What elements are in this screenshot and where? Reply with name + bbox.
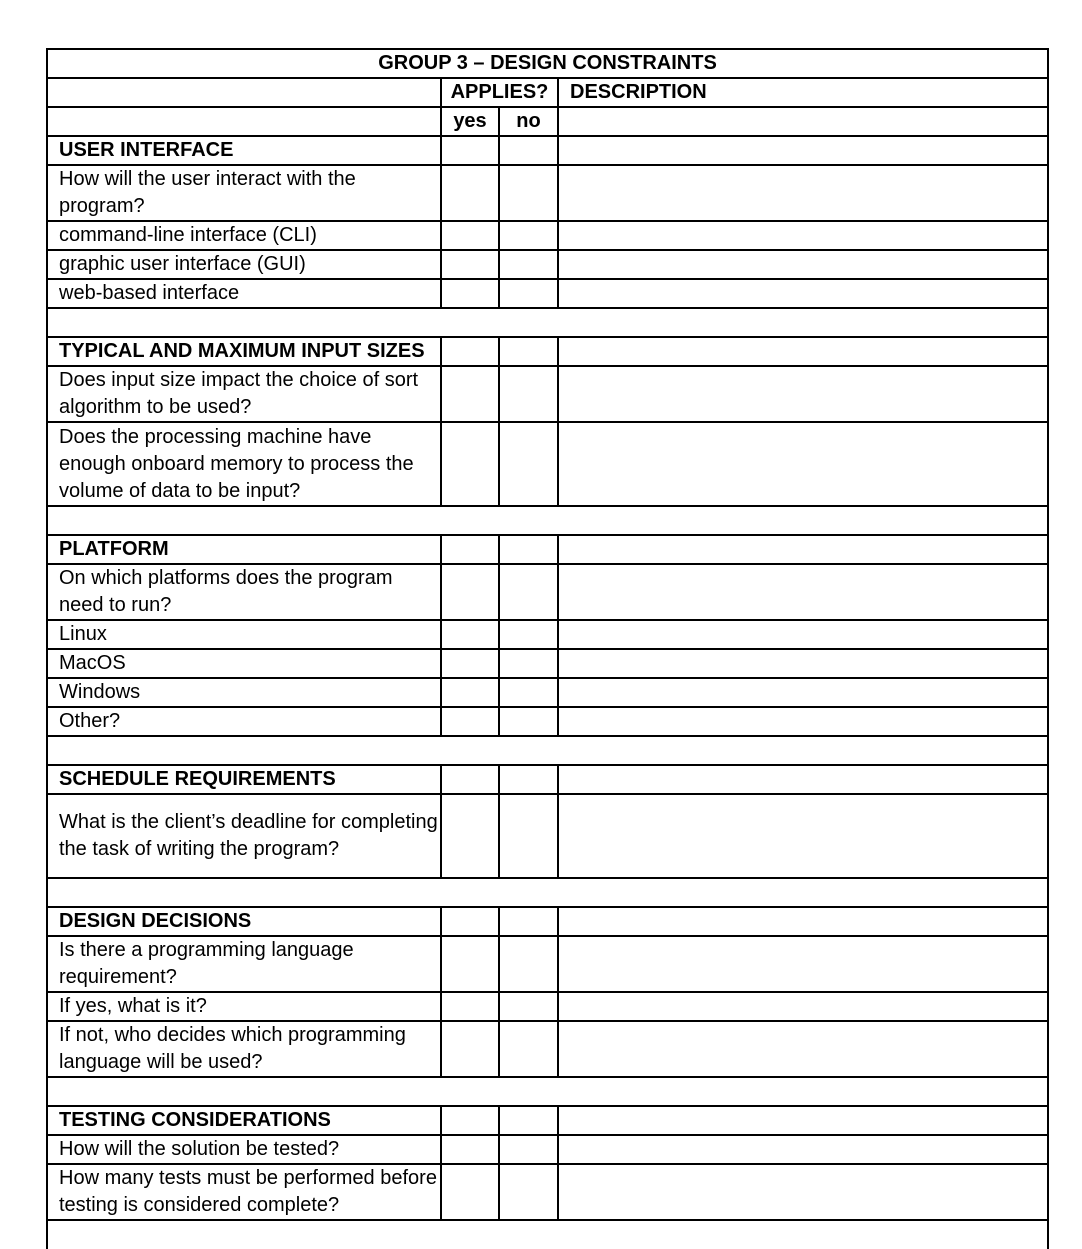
no-cell[interactable] — [499, 620, 558, 649]
description-cell[interactable] — [558, 221, 1048, 250]
question-row — [47, 165, 1048, 221]
description-cell[interactable] — [558, 992, 1048, 1021]
yes-cell[interactable] — [441, 907, 499, 936]
yes-cell[interactable] — [441, 1164, 499, 1220]
description-cell[interactable] — [558, 1135, 1048, 1164]
no-cell[interactable] — [499, 279, 558, 308]
description-cell[interactable] — [558, 936, 1048, 992]
no-cell[interactable] — [499, 794, 558, 878]
no-cell[interactable] — [499, 765, 558, 794]
section-heading-row — [47, 907, 1048, 936]
no-cell[interactable] — [499, 1021, 558, 1077]
description-cell[interactable] — [558, 678, 1048, 707]
yes-cell[interactable] — [441, 936, 499, 992]
design-constraints-table — [46, 48, 1049, 1249]
yes-no-header-row — [47, 107, 1048, 136]
yes-cell[interactable] — [441, 765, 499, 794]
question-row — [47, 250, 1048, 279]
no-cell[interactable] — [499, 1164, 558, 1220]
column-header-row — [47, 78, 1048, 107]
question-text: web-based interface — [47, 279, 441, 308]
title-row — [47, 49, 1048, 78]
question-text: Linux — [47, 620, 441, 649]
header-blank-cell — [47, 107, 441, 136]
spacer-row — [47, 308, 1048, 337]
question-row — [47, 678, 1048, 707]
yes-cell[interactable] — [441, 620, 499, 649]
table-body — [47, 49, 1048, 1249]
question-row — [47, 366, 1048, 422]
no-cell[interactable] — [499, 535, 558, 564]
no-cell[interactable] — [499, 678, 558, 707]
table-title: GROUP 3 – DESIGN CONSTRAINTS — [47, 49, 1048, 78]
header-blank-cell — [558, 107, 1048, 136]
question-row — [47, 992, 1048, 1021]
question-row — [47, 1164, 1048, 1220]
yes-cell[interactable] — [441, 564, 499, 620]
question-text: How will the solution be tested? — [47, 1135, 441, 1164]
section-heading-row — [47, 136, 1048, 165]
question-text: How many tests must be performed before testing is considered complete? — [47, 1164, 441, 1220]
description-cell[interactable] — [558, 366, 1048, 422]
yes-header: yes — [441, 107, 499, 136]
no-cell[interactable] — [499, 337, 558, 366]
spacer-row — [47, 878, 1048, 907]
description-cell[interactable] — [558, 707, 1048, 736]
description-cell[interactable] — [558, 422, 1048, 506]
question-row — [47, 794, 1048, 878]
question-row — [47, 936, 1048, 992]
yes-cell[interactable] — [441, 366, 499, 422]
no-cell[interactable] — [499, 221, 558, 250]
description-cell[interactable] — [558, 279, 1048, 308]
section-heading-row — [47, 535, 1048, 564]
question-row — [47, 1135, 1048, 1164]
question-text: If yes, what is it? — [47, 992, 441, 1021]
spacer-cell — [47, 736, 1048, 765]
no-cell[interactable] — [499, 250, 558, 279]
spacer-cell — [47, 1220, 1048, 1249]
spacer-row-cut — [47, 1220, 1048, 1249]
question-text: MacOS — [47, 649, 441, 678]
section-heading-testing: TESTING CONSIDERATIONS — [47, 1106, 441, 1135]
question-text: Windows — [47, 678, 441, 707]
no-cell[interactable] — [499, 366, 558, 422]
no-cell[interactable] — [499, 422, 558, 506]
no-cell[interactable] — [499, 649, 558, 678]
section-heading-row — [47, 337, 1048, 366]
question-text: command-line interface (CLI) — [47, 221, 441, 250]
section-heading-user-interface: USER INTERFACE — [47, 136, 441, 165]
spacer-row — [47, 1077, 1048, 1106]
no-cell[interactable] — [499, 1106, 558, 1135]
description-cell[interactable] — [558, 1164, 1048, 1220]
question-text: Does input size impact the choice of sort algorithm to be used? — [47, 366, 441, 422]
no-cell[interactable] — [499, 936, 558, 992]
question-text: graphic user interface (GUI) — [47, 250, 441, 279]
yes-cell[interactable] — [441, 250, 499, 279]
question-text: Does the processing machine have enough onboard memory to process the volume of data to be input? — [47, 422, 441, 506]
yes-cell[interactable] — [441, 794, 499, 878]
question-row — [47, 649, 1048, 678]
no-cell[interactable] — [499, 564, 558, 620]
description-cell[interactable] — [558, 649, 1048, 678]
header-blank-cell — [47, 78, 441, 107]
description-header: DESCRIPTION — [558, 78, 1048, 107]
question-row — [47, 221, 1048, 250]
question-text: Is there a programming language requirement? — [47, 936, 441, 992]
no-cell[interactable] — [499, 165, 558, 221]
yes-cell[interactable] — [441, 221, 499, 250]
description-cell[interactable] — [558, 535, 1048, 564]
yes-cell[interactable] — [441, 136, 499, 165]
section-heading-schedule: SCHEDULE REQUIREMENTS — [47, 765, 441, 794]
yes-cell[interactable] — [441, 165, 499, 221]
description-cell[interactable] — [558, 765, 1048, 794]
question-text: Other? — [47, 707, 441, 736]
question-row — [47, 1021, 1048, 1077]
question-row — [47, 422, 1048, 506]
description-cell[interactable] — [558, 907, 1048, 936]
description-cell[interactable] — [558, 165, 1048, 221]
description-cell[interactable] — [558, 1021, 1048, 1077]
description-cell[interactable] — [558, 564, 1048, 620]
applies-header: APPLIES? — [441, 78, 558, 107]
yes-cell[interactable] — [441, 422, 499, 506]
description-cell[interactable] — [558, 620, 1048, 649]
yes-cell[interactable] — [441, 1021, 499, 1077]
no-cell[interactable] — [499, 907, 558, 936]
description-cell[interactable] — [558, 136, 1048, 165]
yes-cell[interactable] — [441, 1135, 499, 1164]
yes-cell[interactable] — [441, 337, 499, 366]
no-header: no — [499, 107, 558, 136]
no-cell[interactable] — [499, 136, 558, 165]
spacer-cell — [47, 878, 1048, 907]
question-row — [47, 279, 1048, 308]
yes-cell[interactable] — [441, 535, 499, 564]
question-row — [47, 707, 1048, 736]
spacer-row — [47, 506, 1048, 535]
spacer-row — [47, 736, 1048, 765]
yes-cell[interactable] — [441, 992, 499, 1021]
description-cell[interactable] — [558, 250, 1048, 279]
no-cell[interactable] — [499, 992, 558, 1021]
section-heading-design-decisions: DESIGN DECISIONS — [47, 907, 441, 936]
section-heading-row — [47, 765, 1048, 794]
spacer-cell — [47, 1077, 1048, 1106]
section-heading-platform: PLATFORM — [47, 535, 441, 564]
yes-cell[interactable] — [441, 1106, 499, 1135]
spacer-cell — [47, 308, 1048, 337]
no-cell[interactable] — [499, 707, 558, 736]
section-heading-input-sizes: TYPICAL AND MAXIMUM INPUT SIZES — [47, 337, 441, 366]
description-cell[interactable] — [558, 1106, 1048, 1135]
yes-cell[interactable] — [441, 707, 499, 736]
section-heading-row — [47, 1106, 1048, 1135]
question-text: On which platforms does the program need to run? — [47, 564, 441, 620]
question-text: If not, who decides which programming language will be used? — [47, 1021, 441, 1077]
yes-cell[interactable] — [441, 649, 499, 678]
yes-cell[interactable] — [441, 279, 499, 308]
description-cell[interactable] — [558, 794, 1048, 878]
question-row — [47, 564, 1048, 620]
description-cell[interactable] — [558, 337, 1048, 366]
no-cell[interactable] — [499, 1135, 558, 1164]
yes-cell[interactable] — [441, 678, 499, 707]
spacer-cell — [47, 506, 1048, 535]
question-text: What is the client’s deadline for completing the task of writing the program? — [47, 794, 441, 878]
question-row — [47, 620, 1048, 649]
question-text: How will the user interact with the program? — [47, 165, 441, 221]
